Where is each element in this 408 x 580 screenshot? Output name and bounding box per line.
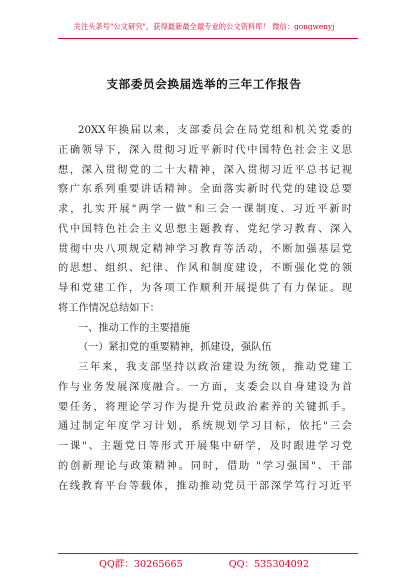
footer [0, 556, 408, 570]
paragraph-1-line: 贯彻中央八项规定精神学习教育等活动，不断加强基层党 [58, 243, 352, 255]
footer-qq-group: QQ群：30265665 [98, 559, 183, 570]
top-notice: 关注头条号"公文研究"，获得最新最全最专业的公文资料库！ 微信：gongwenyj [73, 22, 335, 31]
footer-qq-number: QQ：535304092 [228, 559, 309, 570]
top-divider [58, 38, 358, 39]
paragraph-1-line: 察广东系列重要讲话精神。全面落实新时代党的建设总要 [58, 184, 352, 196]
paragraph-2-line: 的创新理论与政策精神。同时，借助 "学习强国"、干部 [58, 460, 352, 472]
paragraph-1-line: 正确领导下，深入贯彻习近平新时代中国特色社会主义思 [58, 144, 352, 156]
paragraph-1-line: 20XX年换届以来，支部委员会在局党组和机关党委的 [78, 125, 352, 136]
bottom-divider [58, 553, 358, 554]
paragraph-1-line: 将工作情况总结如下： [58, 302, 160, 314]
paragraph-1-line: 求，扎实开展"两学一做"和三会一课制度、习近平新时 [58, 204, 352, 215]
paragraph-1-line: 的思想、组织、纪律、作风和制度建设，不断强化党的领 [58, 263, 352, 275]
paragraph-2-line: 通过制定年度学习计划，系统规划学习目标，依托"三会 [58, 421, 352, 433]
paragraph-2-line: 作与业务发展深度融合。一方面，支委会以自身建设为首 [58, 381, 352, 393]
document-body [58, 121, 352, 496]
paragraph-2-line: 三年来，我支部坚持以政治建设为统领，推动党建工 [78, 362, 352, 373]
paragraph-2-line: 要任务，将理论学习作为提升党员政治素养的关键抓手。 [58, 401, 352, 413]
document-title: 支部委员会换届选举的三年工作报告 [106, 77, 302, 91]
section-heading: 一、推动工作的主要措施 [78, 322, 191, 334]
paragraph-1-line: 代中国特色社会主义思想主题教育、党纪学习教育、深入 [58, 223, 352, 235]
subsection-heading: （一）紧扣党的重要精神，抓建设，强队伍 [78, 342, 272, 354]
paragraph-2-line: 在线教育平台等载体，推动推动党员干部深学笃行习近平 [58, 480, 352, 492]
paragraph-1-line: 导和党建工作，为各项工作顺利开展提供了有力保证。现 [58, 283, 352, 294]
paragraph-1-line: 想，深入贯彻党的二十大精神，深入贯彻习近平总书记视 [58, 164, 352, 176]
paragraph-2-line: 一课"、主题党日等形式开展集中研学，及时跟进学习党 [58, 441, 352, 452]
